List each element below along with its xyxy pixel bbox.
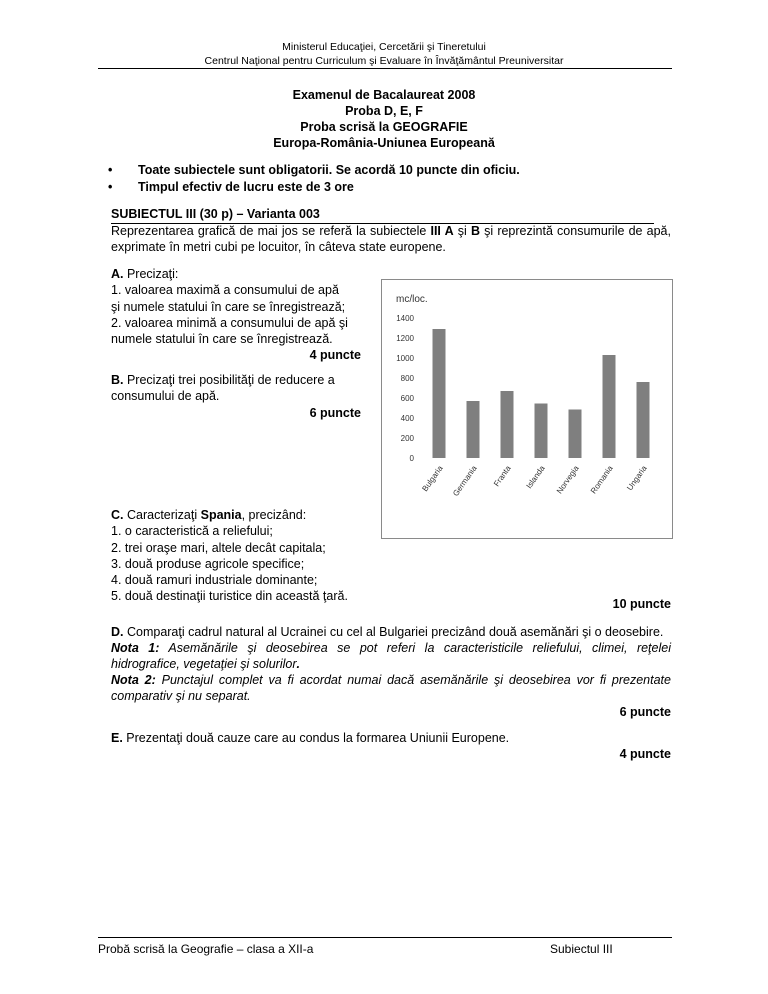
x-tick-label: Romania [588,463,615,496]
x-tick-label: Islanda [524,463,547,491]
y-tick-label: 1000 [396,354,414,363]
exam-topic: Europa-România-Uniunea Europeană [273,136,495,150]
x-tick-label: Germania [451,463,479,498]
header-divider [98,68,672,69]
section-c-item: 3. două produse agricole specifice; [111,556,305,571]
note-1-label: Nota 1: [111,641,160,655]
section-d-label: D. [111,625,124,639]
bar-islanda [535,404,548,459]
section-c-item: 2. trei oraşe mari, altele decât capitala; [111,540,326,555]
y-tick-label: 0 [409,454,414,463]
section-a-label: A. [111,267,124,281]
y-axis-label: mc/loc. [396,294,428,305]
bar-germania [467,401,480,458]
section-a-item: 1. valoarea maximă a consumului de apă [111,283,339,298]
section-e: E. Prezentaţi două cauze care au condus la formarea Uniunii Europene. 4 puncte [111,731,671,761]
y-tick-label: 200 [400,434,414,443]
section-c-country: Spania [200,508,242,522]
x-tick-label: Franta [492,463,513,489]
note-2-label: Nota 2: [111,673,156,687]
y-tick-label: 1200 [396,334,414,343]
section-c-points: 10 puncte [612,597,671,611]
bar-ungaria [637,382,650,458]
exam-subject: Proba scrisă la GEOGRAFIE [300,120,468,134]
water-consumption-chart [381,279,673,539]
exam-title: Examenul de Bacalaureat 2008 [292,88,476,102]
section-a: A. Precizaţi: 1. valoarea maximă a consumului de apă şi numele statului în care se înregistrează; 2. valoarea minimă a consumului de apă şi numele statului în care se înregistrează. 4 puncte [111,267,361,363]
section-a-item: şi numele statului în care se înregistrează; [111,299,346,314]
y-tick-label: 800 [400,374,414,383]
section-b: B. Precizaţi trei posibilităţi de reducere a consumului de apă. 6 puncte [111,373,361,420]
y-tick-label: 400 [400,414,414,423]
bar-norvegia [569,410,582,459]
y-tick-label: 600 [400,394,414,403]
y-tick-label: 1400 [396,314,414,323]
section-d-points: 6 puncte [619,705,671,719]
ministry-line: Ministerul Educaţiei, Cercetării şi Tineretului [282,41,486,53]
bar-franta [501,391,514,458]
instruction-item: • Toate subiectele sunt obligatorii. Se acordă 10 puncte din oficiu. [108,163,520,177]
bar-romania [603,355,616,458]
section-e-label: E. [111,731,123,745]
intro-paragraph: Reprezentarea grafică de mai jos se referă la subiectele III A şi B şi reprezintă consumurile de apă, exprimate în metri cubi pe locuitor, în câteva state europene. [111,224,671,254]
instruction-item: • Timpul efectiv de lucru este de 3 ore [108,180,354,194]
section-c: C. Caracterizaţi Spania, precizând: 1. o caracteristică a reliefului; 2. trei oraşe mari, altele decât capitala; 3. două produse agricole specifice; 4. două ramuri industriale dominante; 5. două destinaţii turistice din această ţară. [111,507,376,605]
bullet-icon: • [108,163,113,177]
section-e-points: 4 puncte [619,747,671,761]
subject-heading: SUBIECTUL III (30 p) – Varianta 003 [111,207,654,224]
section-c-item: 4. două ramuri industriale dominante; [111,573,318,588]
center-line: Centrul Naţional pentru Curriculum şi Evaluare în Învăţământul Preuniversitar [204,55,564,67]
section-a-points: 4 puncte [309,348,361,363]
section-a-item: numele statului în care se înregistrează. [111,332,333,347]
section-c-item: 1. o caracteristică a reliefului; [111,524,273,539]
x-tick-label: Ungaria [625,463,649,493]
bullet-icon: • [108,180,113,194]
bar-chart-svg [382,280,672,538]
section-d: D. Comparaţi cadrul natural al Ucrainei cu cel al Bulgariei precizând două asemănări şi o deosebire. Nota 1: Asemănările şi deosebirea se pot referi la caracteristicile reliefului, climei, reţelei hidrografice, vegetaţiei şi solurilor. Nota 2: Punctajul complet va fi acordat numai dacă asemănările şi deosebirea vor fi prezentate comparativ şi nu separat. 6 puncte [111,625,671,719]
footer-right: Subiectul III [550,942,613,956]
bar-bulgaria [433,329,446,458]
section-b-label: B. [111,373,124,387]
footer-left: Probă scrisă la Geografie – clasa a XII-a [98,942,314,956]
section-c-item: 5. două destinaţii turistice din această ţară. [111,589,348,604]
instructions-list [108,162,520,196]
footer-divider [98,937,672,938]
section-a-item: 2. valoarea minimă a consumului de apă şi [111,315,348,330]
section-b-points: 6 puncte [309,405,361,420]
section-c-label: C. [111,508,124,522]
x-tick-label: Norvegia [554,463,581,496]
exam-proba: Proba D, E, F [345,104,423,118]
x-tick-label: Bulgaria [420,463,445,494]
